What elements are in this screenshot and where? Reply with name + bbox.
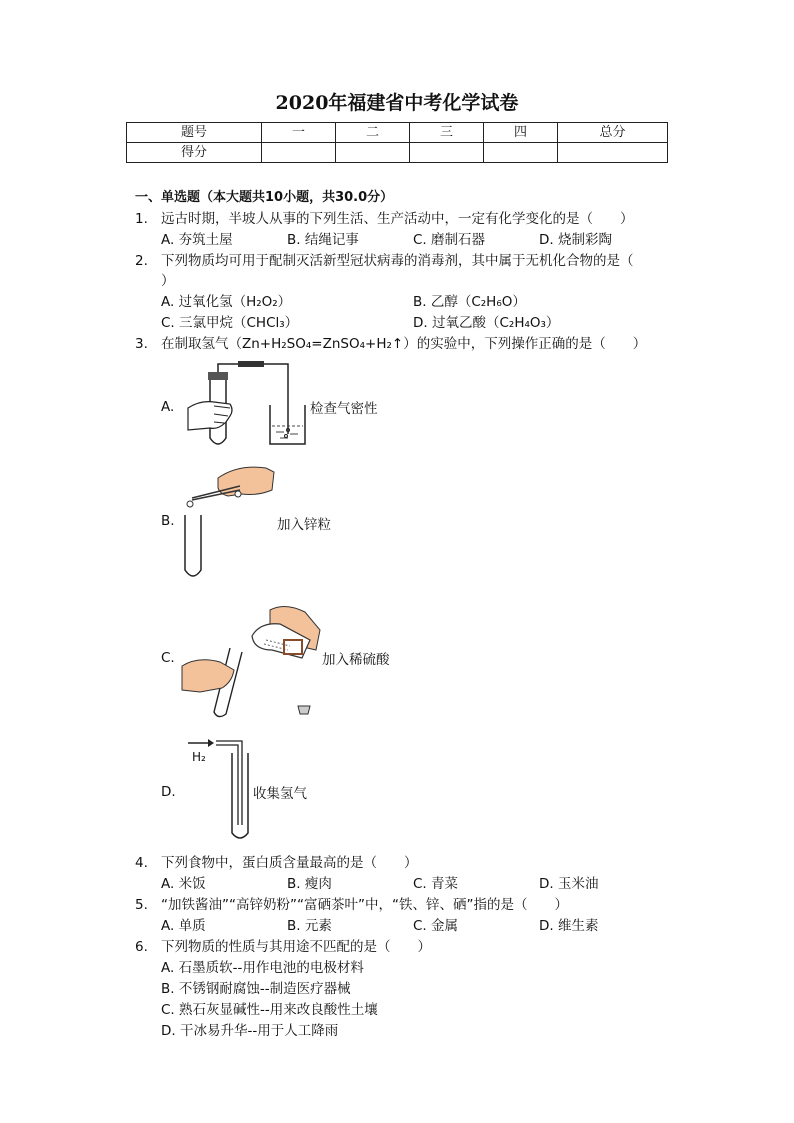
option-a: A. 石墨质软--用作电池的电极材料: [161, 960, 364, 976]
option-d: D. 维生素: [539, 918, 599, 934]
question-stem-continuation: ）: [161, 273, 175, 289]
option-a: A.: [161, 399, 175, 415]
option-a-label: 检查气密性: [310, 401, 378, 417]
option-c: C. 熟石灰显碱性--用来改良酸性土壤: [161, 1002, 378, 1018]
adding-zinc-figure: [178, 460, 278, 585]
question-stem: 下列物质的性质与其用途不匹配的是（ ）: [161, 939, 431, 955]
question-stem: 下列物质均可用于配制灭活新型冠状病毒的消毒剂，其中属于无机化合物的是（: [161, 253, 634, 269]
option-d: D. 玉米油: [539, 876, 599, 892]
option-b: B. 结绳记事: [287, 232, 359, 248]
airtightness-check-figure: [180, 360, 310, 455]
table-cell: [262, 143, 336, 163]
adding-acid-figure: [180, 600, 325, 725]
table-cell: 得分: [127, 143, 262, 163]
question-number: 5.: [135, 897, 148, 913]
table-cell: [484, 143, 558, 163]
h2-label: H₂: [192, 750, 206, 764]
question-stem: 下列食物中，蛋白质含量最高的是（ ）: [161, 855, 418, 871]
table-cell: 四: [484, 123, 558, 143]
option-c: C. 金属: [413, 918, 459, 934]
question-number: 1.: [135, 211, 148, 227]
option-b: B. 不锈钢耐腐蚀--制造医疗器械: [161, 981, 351, 997]
option-a: A. 米饭: [161, 876, 206, 892]
option-c: C. 三氯甲烷（CHCl₃）: [161, 315, 299, 331]
option-b-label: 加入锌粒: [277, 517, 331, 533]
table-cell: 二: [336, 123, 410, 143]
page-title: 2020年福建省中考化学试卷: [275, 92, 519, 114]
option-a: A. 单质: [161, 918, 206, 934]
option-d: D.: [161, 784, 176, 800]
question-stem: 远古时期，半坡人从事的下列生活、生产活动中，一定有化学变化的是（ ）: [161, 211, 634, 227]
question-stem: 在制取氢气（Zn+H₂SO₄=ZnSO₄+H₂↑）的实验中，下列操作正确的是（ ）: [161, 336, 647, 352]
section-heading: 一、单选题（本大题共10小题，共30.0分）: [135, 190, 394, 205]
option-b: B. 瘦肉: [287, 876, 332, 892]
table-cell: [336, 143, 410, 163]
question-stem: “加铁酱油”“高锌奶粉”“富硒茶叶”中，“铁、锌、硒”指的是（ ）: [161, 897, 568, 913]
table-cell: [410, 143, 484, 163]
option-a: A. 夯筑土屋: [161, 232, 233, 248]
score-table: [126, 122, 668, 163]
question-number: 3.: [135, 336, 148, 352]
table-cell: [558, 143, 668, 163]
table-row: [127, 123, 668, 143]
table-cell: 题号: [127, 123, 262, 143]
option-d-label: 收集氢气: [253, 786, 307, 802]
question-number: 2.: [135, 253, 148, 269]
option-c: C. 青菜: [413, 876, 459, 892]
table-cell: 一: [262, 123, 336, 143]
option-c: C. 磨制石器: [413, 232, 486, 248]
option-b: B. 元素: [287, 918, 332, 934]
option-d: D. 干冰易升华--用于人工降雨: [161, 1023, 339, 1039]
option-a: A. 过氧化氢（H₂O₂）: [161, 294, 292, 310]
option-b: B. 乙醇（C₂H₆O）: [413, 294, 526, 310]
table-cell: 三: [410, 123, 484, 143]
option-b: B.: [161, 513, 175, 529]
option-d: D. 过氧乙酸（C₂H₄O₃）: [413, 315, 560, 331]
table-cell: 总分: [558, 123, 668, 143]
table-row: [127, 143, 668, 163]
option-d: D. 烧制彩陶: [539, 232, 612, 248]
question-number: 4.: [135, 855, 148, 871]
option-c-label: 加入稀硫酸: [322, 652, 390, 668]
option-c: C.: [161, 650, 175, 666]
question-number: 6.: [135, 939, 148, 955]
